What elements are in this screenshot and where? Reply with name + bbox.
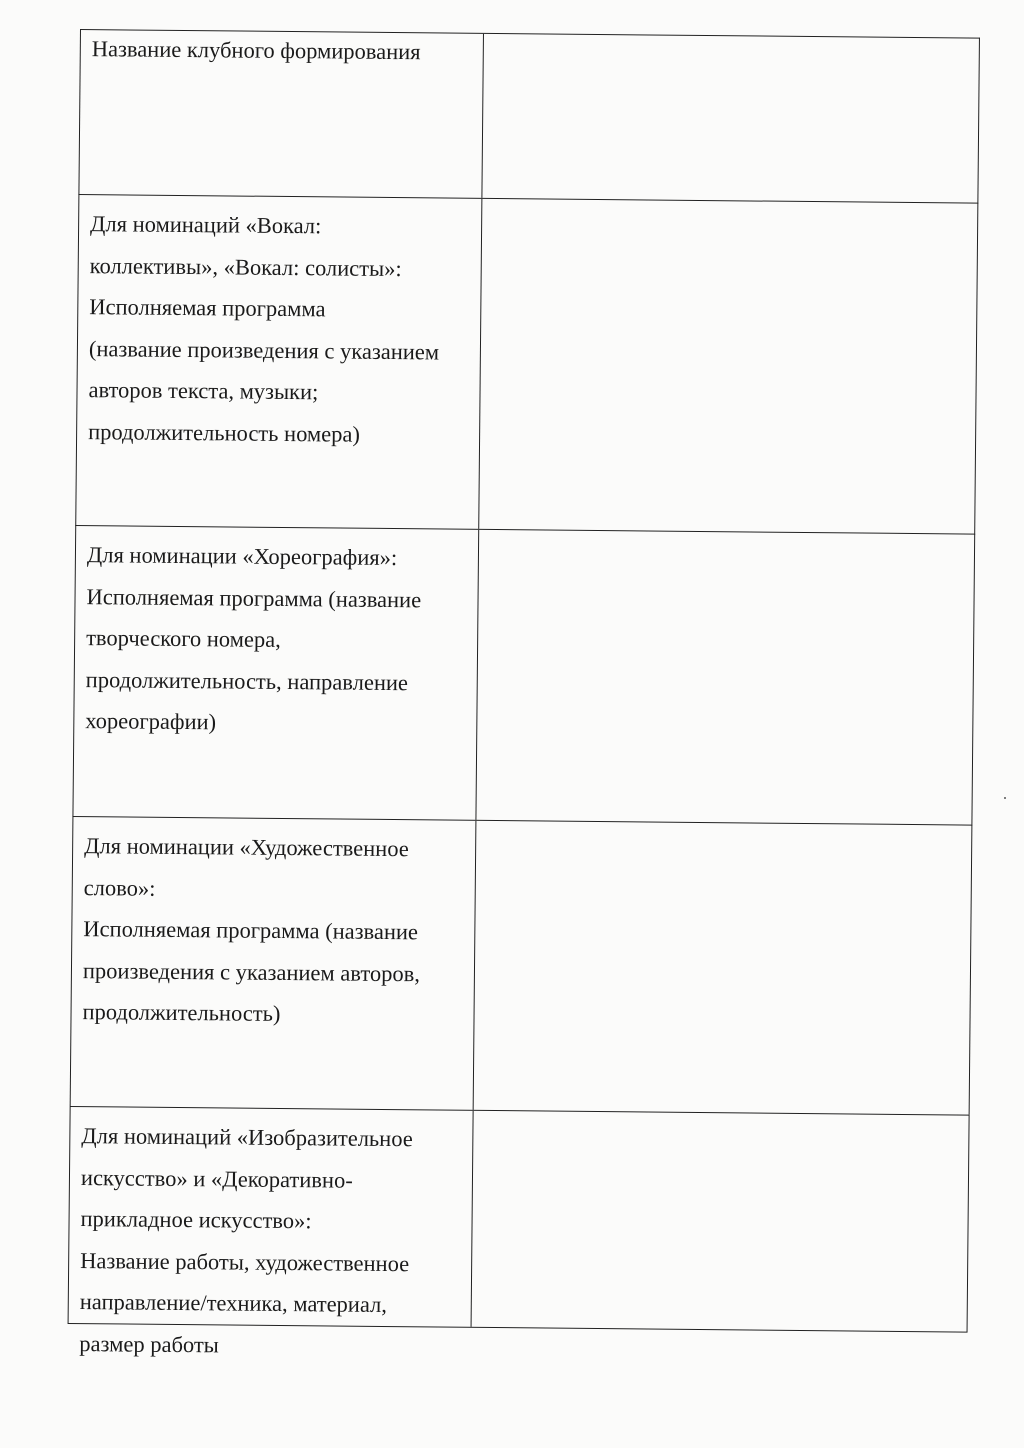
form-row-artistic-word <box>70 816 973 1115</box>
label-line: коллективы», «Вокал: солисты»: <box>89 252 402 281</box>
choreography-program-value-cell[interactable] <box>476 530 974 825</box>
scan-speck <box>1004 797 1006 799</box>
label-line: Исполняемая программа (название <box>86 583 422 612</box>
label-line: Для номинаций «Изобразительное <box>81 1123 413 1152</box>
row-label <box>79 30 484 198</box>
label-line: продолжительность) <box>82 999 281 1026</box>
row-label <box>76 195 482 529</box>
label-line: искусство» и «Декоративно- <box>80 1164 353 1193</box>
label-line: (название произведения с указанием <box>88 335 440 364</box>
label-line: Исполняемая программа <box>89 294 326 322</box>
label-line: продолжительность номера) <box>88 418 361 447</box>
label-line: хореографии) <box>85 708 217 735</box>
row-label <box>73 526 479 820</box>
label-line: прикладное искусство»: <box>80 1206 312 1234</box>
fine-arts-work-value-cell[interactable] <box>472 1111 969 1332</box>
label-line: направление/техника, материал, <box>79 1289 388 1318</box>
row-label <box>71 817 477 1110</box>
artistic-word-program-value-cell[interactable] <box>474 821 972 1115</box>
form-row-vocal <box>75 194 978 534</box>
label-line: творческого номера, <box>86 625 281 652</box>
vocal-program-value-cell[interactable] <box>479 199 977 534</box>
label-line: Исполняемая программа (название <box>83 916 419 945</box>
application-form-table <box>68 29 980 1357</box>
label-line: размер работы <box>79 1330 219 1357</box>
label-line: слово»: <box>83 874 156 901</box>
label-line: Для номинации «Хореография»: <box>86 542 398 571</box>
form-row-choreography <box>72 525 975 825</box>
label-line: произведения с указанием авторов, <box>82 957 421 986</box>
form-row-club-name <box>78 29 980 203</box>
label-line: Название клубного формирования <box>91 36 421 65</box>
label-line: авторов текста, музыки; <box>88 377 319 405</box>
label-line: Для номинаций «Вокал: <box>90 211 322 239</box>
label-line: продолжительность, направление <box>85 666 409 695</box>
label-line: Название работы, художественное <box>80 1247 410 1276</box>
label-line: Для номинации «Художественное <box>84 833 409 862</box>
form-row-fine-arts <box>68 1106 970 1357</box>
club-name-value-cell[interactable] <box>482 34 979 203</box>
row-label <box>69 1107 474 1357</box>
